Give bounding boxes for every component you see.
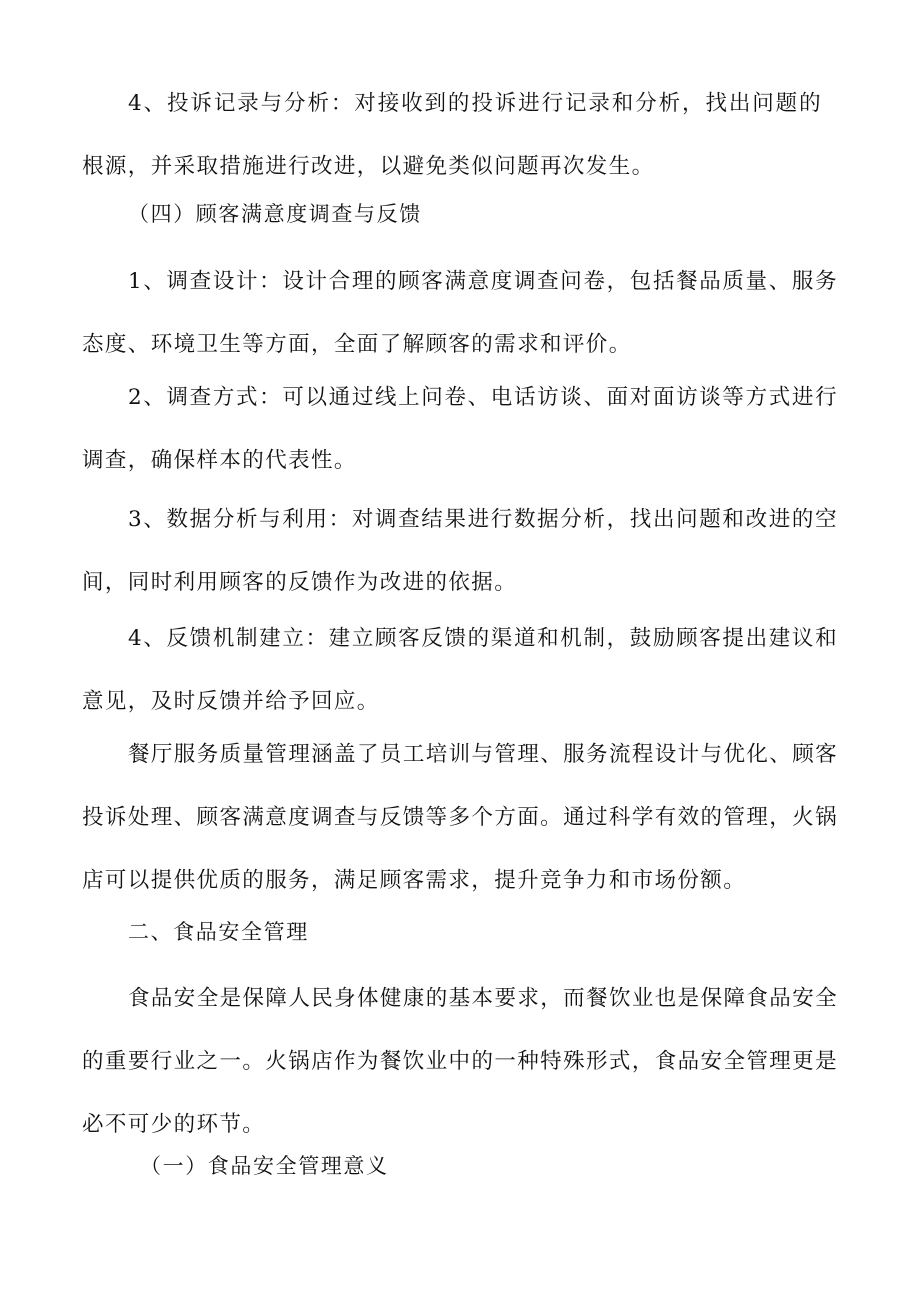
paragraph-survey-method: 2、调查方式：可以通过线上问卷、电话访谈、面对面访谈等方式进行调查，确保样本的代表性。 <box>82 385 838 473</box>
section-heading-satisfaction-survey: （四）顾客满意度调查与反馈 <box>128 202 422 226</box>
paragraph-food-safety-intro: 食品安全是保障人民身体健康的基本要求，而餐饮业也是保障食品安全的重要行业之一。火锅店作为餐饮业中的一种特殊形式，食品安全管理更是必不可少的环节。 <box>82 986 838 1137</box>
section-heading-food-safety: 二、食品安全管理 <box>128 920 309 944</box>
paragraph-feedback-mechanism: 4、反馈机制建立：建立顾客反馈的渠道和机制，鼓励顾客提出建议和意见，及时反馈并给予回应。 <box>82 626 838 714</box>
paragraph-service-summary: 餐厅服务质量管理涵盖了员工培训与管理、服务流程设计与优化、顾客投诉处理、顾客满意度调查与反馈等多个方面。通过科学有效的管理，火锅店可以提供优质的服务，满足顾客需求，提升竞争力和市场份额。 <box>82 742 838 893</box>
paragraph-survey-design: 1、调查设计：设计合理的顾客满意度调查问卷，包括餐品质量、服务态度、环境卫生等方面，全面了解顾客的需求和评价。 <box>82 269 838 357</box>
section-heading-food-safety-significance: （一）食品安全管理意义 <box>140 1154 389 1178</box>
paragraph-data-analysis: 3、数据分析与利用：对调查结果进行数据分析，找出问题和改进的空间，同时利用顾客的反馈作为改进的依据。 <box>82 507 838 595</box>
paragraph-complaint-record: 4、投诉记录与分析：对接收到的投诉进行记录和分析，找出问题的根源，并采取措施进行改进，以避免类似问题再次发生。 <box>82 91 822 179</box>
